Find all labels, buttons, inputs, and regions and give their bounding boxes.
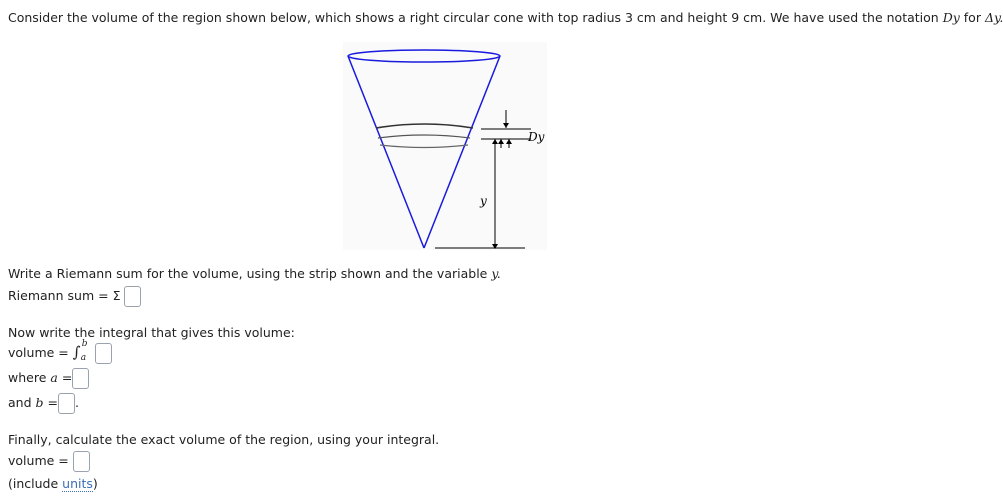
integral-upper: b — [81, 338, 88, 349]
strip-top-curve — [376, 124, 473, 128]
notation-for: for — [963, 10, 981, 25]
integral-prompt: Now write the integral that gives this volume: — [8, 325, 295, 340]
integral-symbol — [72, 338, 91, 363]
label-dy: Dy — [528, 130, 545, 144]
units-link[interactable]: units — [62, 476, 93, 491]
riemann-eq: = — [98, 288, 109, 303]
integral-eq: = — [58, 345, 69, 360]
riemann-prompt — [8, 266, 501, 281]
upper-limit-input[interactable] — [58, 393, 75, 414]
notation-delta-y: Δy. — [984, 10, 1003, 25]
riemann-var: y. — [491, 266, 501, 281]
and-row — [8, 393, 79, 414]
volume-label: volume — [8, 345, 55, 360]
strip-bottom-curve — [380, 145, 468, 148]
problem-intro — [8, 10, 1003, 25]
final-row — [8, 451, 90, 472]
final-volume-label: volume = — [8, 453, 69, 468]
intro-text: Consider the volume of the region shown below, which shows a right circular cone with top radius 3 cm and height 9 cm. We have used the notation — [8, 10, 939, 25]
riemann-row — [8, 286, 141, 307]
where-label: where — [8, 370, 47, 385]
lower-limit-input[interactable] — [72, 368, 89, 389]
cone-left-side — [348, 56, 424, 248]
y-arrowhead-up — [492, 139, 498, 144]
cone-top-ellipse — [348, 50, 500, 62]
riemann-label: Riemann sum — [8, 288, 95, 303]
cone-right-side — [424, 56, 500, 248]
b-var: b — [35, 395, 44, 410]
b-eq: = — [47, 395, 58, 410]
a-eq: = — [61, 370, 73, 385]
riemann-prompt-text: Write a Riemann sum for the volume, using the strip shown and the variable — [8, 266, 488, 281]
cone-diagram — [343, 42, 547, 250]
include-suffix: ) — [92, 476, 98, 491]
include-prefix: (include — [8, 476, 63, 491]
a-var: a — [50, 370, 58, 385]
final-prompt: Finally, calculate the exact volume of the region, using your integral. — [8, 432, 440, 447]
integral-sign: ∫ — [72, 342, 81, 361]
final-volume-input[interactable] — [73, 451, 90, 472]
integral-row — [8, 338, 112, 364]
dy-arrowhead-down — [503, 123, 509, 128]
and-period: . — [75, 395, 79, 410]
sigma-symbol: Σ — [112, 288, 121, 303]
riemann-sum-input[interactable] — [124, 286, 141, 307]
integral-lower: a — [80, 352, 87, 363]
dy-arrowhead-up-left — [498, 139, 504, 144]
notation-dy: Dy — [942, 10, 960, 25]
dy-arrowhead-up-right — [506, 139, 512, 144]
units-hint — [8, 476, 98, 491]
cone-figure — [343, 42, 547, 250]
label-y: y — [480, 194, 487, 208]
where-row — [8, 368, 89, 389]
integrand-input[interactable] — [95, 343, 112, 364]
strip-top-curve-inner — [378, 135, 470, 138]
and-label: and — [8, 395, 32, 410]
